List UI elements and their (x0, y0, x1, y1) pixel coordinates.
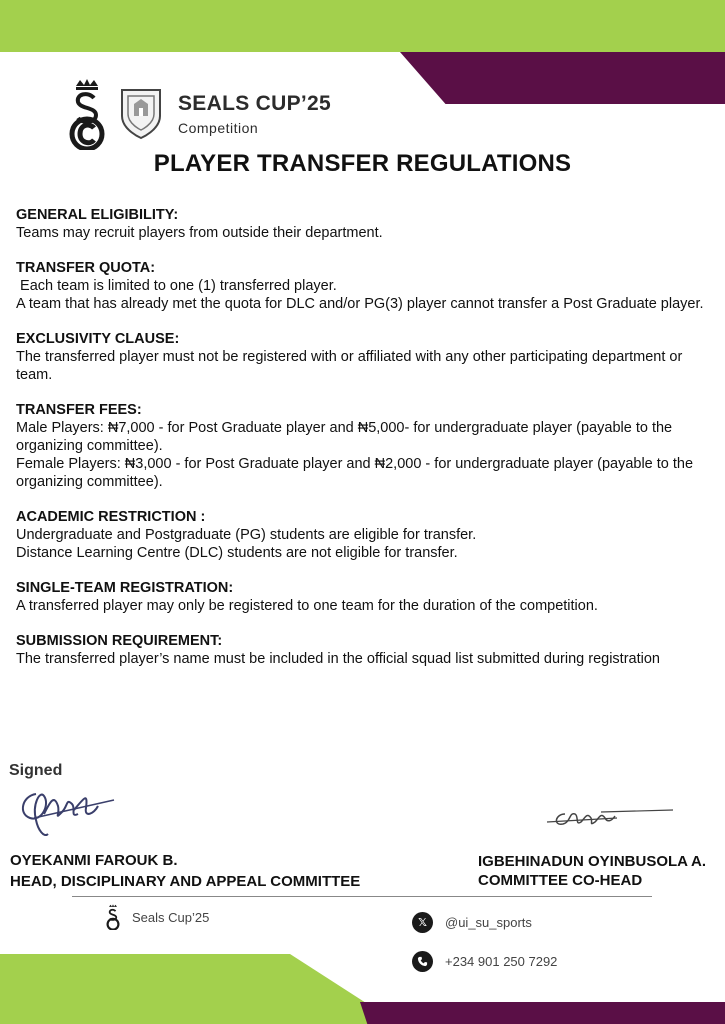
section-academic-restriction (16, 508, 712, 562)
section-text: Teams may recruit players from outside their department. (16, 225, 383, 241)
seals-logo-icon (64, 78, 110, 150)
section-general-eligibility (16, 206, 712, 242)
footer-divider (72, 896, 652, 897)
university-crest-icon (118, 86, 164, 142)
section-heading: SINGLE-TEAM REGISTRATION: (16, 580, 234, 596)
right-signatory-name: IGBEHINADUN OYINBUSOLA A. (478, 853, 707, 870)
section-submission-requirement (16, 632, 712, 668)
top-green-band (0, 0, 725, 52)
section-text: Female Players: ₦3,000 - for Post Graduate player and ₦2,000 - for undergraduate player (payable to the organizing committee). (16, 456, 694, 490)
seals-small-logo-icon (104, 904, 122, 930)
brand-subtitle: Competition (178, 120, 259, 136)
signature-right-icon (545, 800, 675, 832)
section-heading: TRANSFER FEES: (16, 402, 142, 418)
section-heading: TRANSFER QUOTA: (16, 260, 156, 276)
phone-icon (412, 951, 433, 972)
section-heading: EXCLUSIVITY CLAUSE: (16, 331, 180, 347)
section-text: Distance Learning Centre (DLC) students are not eligible for transfer. (16, 545, 458, 561)
section-text: Undergraduate and Postgraduate (PG) students are eligible for transfer. (16, 527, 477, 543)
top-purple-band (400, 52, 725, 104)
left-signatory-role: HEAD, DISCIPLINARY AND APPEAL COMMITTEE (10, 873, 361, 890)
footer-brand-name: Seals Cup’25 (132, 909, 210, 925)
section-exclusivity-clause (16, 330, 712, 384)
social-handle: @ui_su_sports (445, 915, 532, 930)
bottom-purple-band (360, 1002, 725, 1024)
header (64, 78, 331, 150)
signed-label: Signed (9, 762, 63, 779)
right-signatory-role: COMMITTEE CO-HEAD (478, 872, 643, 889)
section-text: A transferred player may only be registered to one team for the duration of the competition. (16, 598, 598, 614)
footer-brand (104, 904, 209, 930)
brand-name: SEALS CUP’25 (178, 92, 331, 115)
contact-social (412, 912, 532, 933)
section-heading: SUBMISSION REQUIREMENT: (16, 633, 223, 649)
section-transfer-quota (16, 259, 712, 313)
section-heading: ACADEMIC RESTRICTION : (16, 509, 206, 525)
regulations-content (16, 206, 712, 685)
x-icon: 𝕏 (412, 912, 433, 933)
phone-number: +234 901 250 7292 (445, 954, 558, 969)
section-heading: GENERAL ELIGIBILITY: (16, 207, 179, 223)
section-text: The transferred player must not be registered with or affiliated with any other participating department or team. (16, 349, 683, 383)
section-text: The transferred player’s name must be included in the official squad list submitted during registration (16, 651, 660, 667)
section-text: Male Players: ₦7,000 - for Post Graduate player and ₦5,000- for undergraduate player (payable to the organizing committee). (16, 420, 673, 454)
section-text: Each team is limited to one (1) transferred player. (16, 278, 337, 294)
right-signatory (478, 852, 706, 890)
left-signatory (10, 850, 360, 892)
contact-phone (412, 951, 557, 972)
page-title: PLAYER TRANSFER REGULATIONS (153, 150, 572, 177)
section-text: A team that has already met the quota for DLC and/or PG(3) player cannot transfer a Post Graduate player. (16, 296, 704, 312)
signature-left-icon (14, 784, 124, 840)
left-signatory-name: OYEKANMI FAROUK B. (10, 852, 178, 869)
section-single-team-registration (16, 579, 712, 615)
section-transfer-fees (16, 401, 712, 491)
